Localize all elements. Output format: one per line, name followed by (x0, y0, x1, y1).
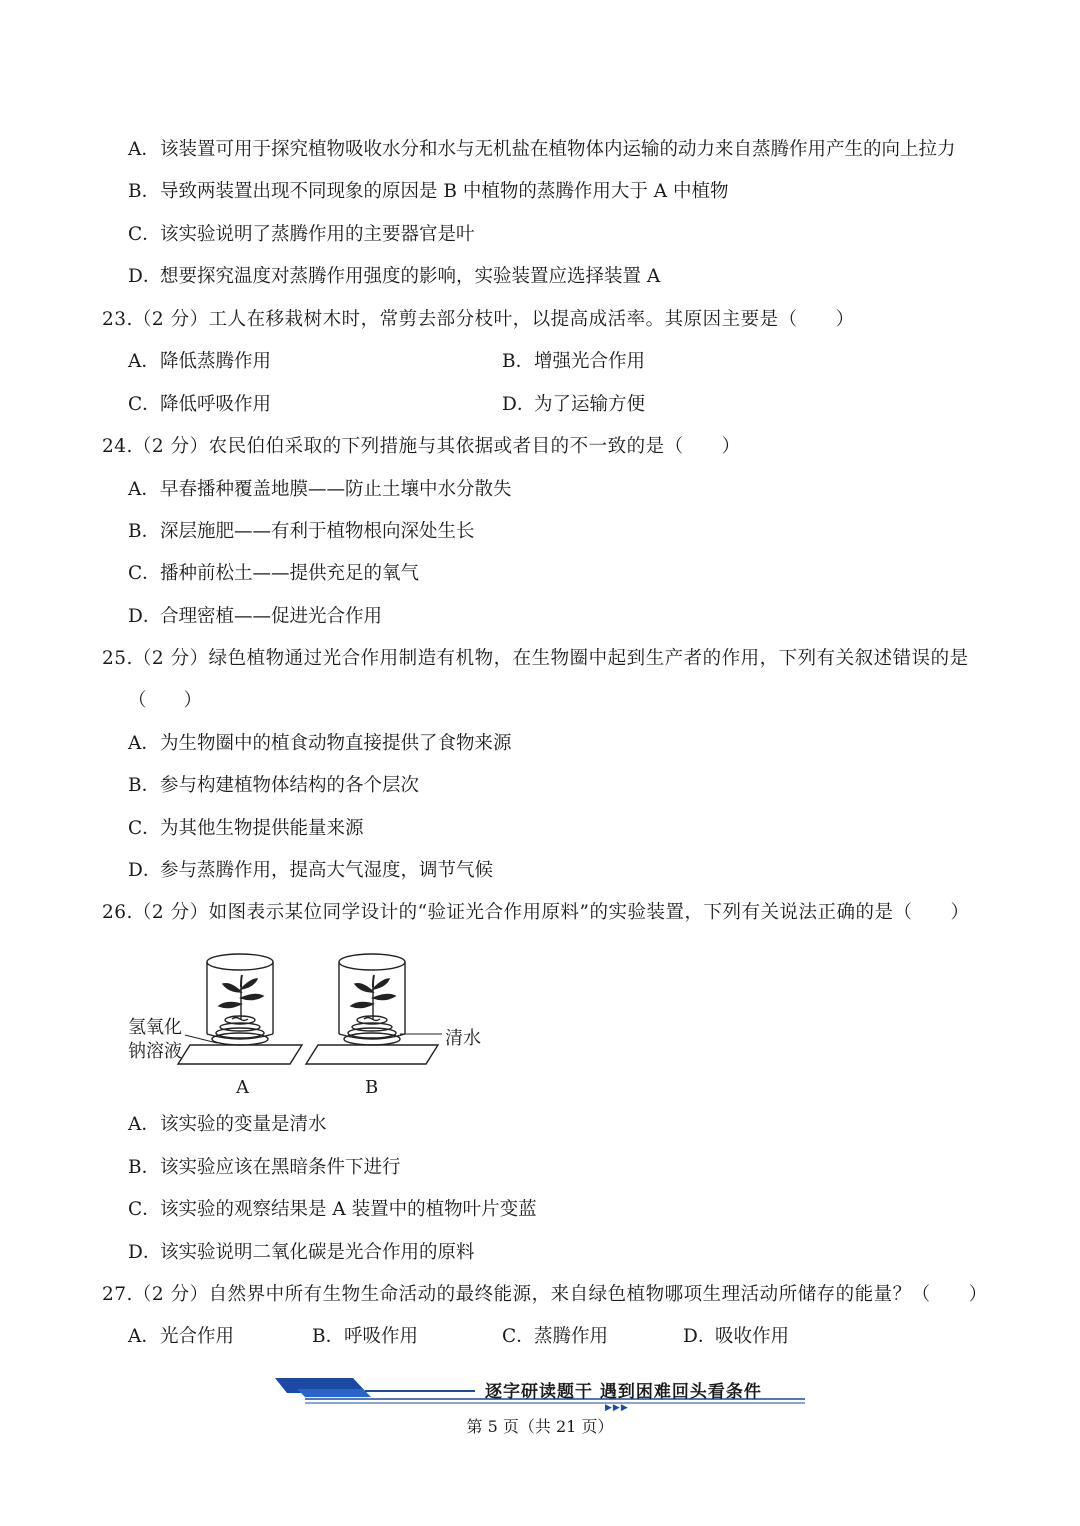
q25-stem: 25.（2 分）绿色植物通过光合作用制造有机物，在生物圈中起到生产者的作用，下列有关叙述错误的是 (102, 648, 969, 669)
q25-stem-continued: （ ） (128, 690, 203, 711)
q24-option-d: D．合理密植——促进光合作用 (128, 606, 383, 627)
q23-option-b: B．增强光合作用 (502, 351, 646, 372)
apparatus-a-drawing (178, 954, 302, 1064)
apparatus-b-drawing (306, 954, 442, 1064)
footer-arrows-icon: ▶▶▶ (605, 1403, 629, 1413)
q25-option-d: D．参与蒸腾作用，提高大气湿度，调节气候 (128, 860, 494, 881)
page-number: 第 5 页（共 21 页） (466, 1417, 614, 1436)
q23-option-c: C．降低呼吸作用 (128, 394, 272, 415)
q26-option-d: D．该实验说明二氧化碳是光合作用的原料 (128, 1242, 475, 1263)
q27-option-c: C．蒸腾作用 (502, 1326, 609, 1347)
q22-option-d: D．想要探究温度对蒸腾作用强度的影响，实验装置应选择装置 A (128, 266, 661, 287)
label-apparatus-a: A (236, 1077, 249, 1098)
q23-stem: 23.（2 分）工人在移栽树木时，常剪去部分枝叶，以提高成活率。其原因主要是（ ） (102, 309, 855, 330)
q24-option-b: B．深层施肥——有利于植物根向深处生长 (128, 521, 475, 542)
q24-option-a: A．早春播种覆盖地膜——防止土壤中水分散失 (128, 479, 512, 500)
q24-option-c: C．播种前松土——提供充足的氧气 (128, 563, 420, 584)
experiment-figure (120, 940, 500, 1105)
q26-option-b: B．该实验应该在黑暗条件下进行 (128, 1157, 401, 1178)
q27-option-a: A．光合作用 (128, 1326, 235, 1347)
label-naoh-line1: 氢氧化 (128, 1017, 182, 1038)
q25-option-b: B．参与构建植物体结构的各个层次 (128, 775, 420, 796)
q23-option-d: D．为了运输方便 (502, 394, 646, 415)
q27-option-d: D．吸收作用 (683, 1326, 790, 1347)
q25-option-c: C．为其他生物提供能量来源 (128, 818, 364, 839)
label-naoh-line2: 钠溶液 (128, 1041, 182, 1062)
q22-option-b: B．导致两装置出现不同现象的原因是 B 中植物的蒸腾作用大于 A 中植物 (128, 181, 729, 202)
q25-option-a: A．为生物圈中的植食动物直接提供了食物来源 (128, 733, 512, 754)
q24-stem: 24.（2 分）农民伯伯采取的下列措施与其依据或者目的不一致的是（ ） (102, 436, 741, 457)
q26-option-a: A．该实验的变量是清水 (128, 1114, 327, 1135)
label-apparatus-b: B (365, 1077, 379, 1098)
q26-option-c: C．该实验的观察结果是 A 装置中的植物叶片变蓝 (128, 1199, 537, 1220)
q22-option-a: A．该装置可用于探究植物吸收水分和水与无机盐在植物体内运输的动力来自蒸腾作用产生的向上拉力 (128, 139, 956, 160)
q27-option-b: B．呼吸作用 (312, 1326, 419, 1347)
q27-stem: 27.（2 分）自然界中所有生物生命活动的最终能源，来自绿色植物哪项生理活动所储存的能量？（ ） (102, 1284, 988, 1305)
q23-option-a: A．降低蒸腾作用 (128, 351, 272, 372)
label-clear-water: 清水 (445, 1028, 481, 1049)
q22-option-c: C．该实验说明了蒸腾作用的主要器官是叶 (128, 224, 475, 245)
q26-stem: 26.（2 分）如图表示某位同学设计的“验证光合作用原料”的实验装置，下列有关说法正确的是（ ） (102, 902, 970, 923)
footer-slogan: 逐字研读题干 遇到困难回头看条件 (485, 1382, 762, 1402)
